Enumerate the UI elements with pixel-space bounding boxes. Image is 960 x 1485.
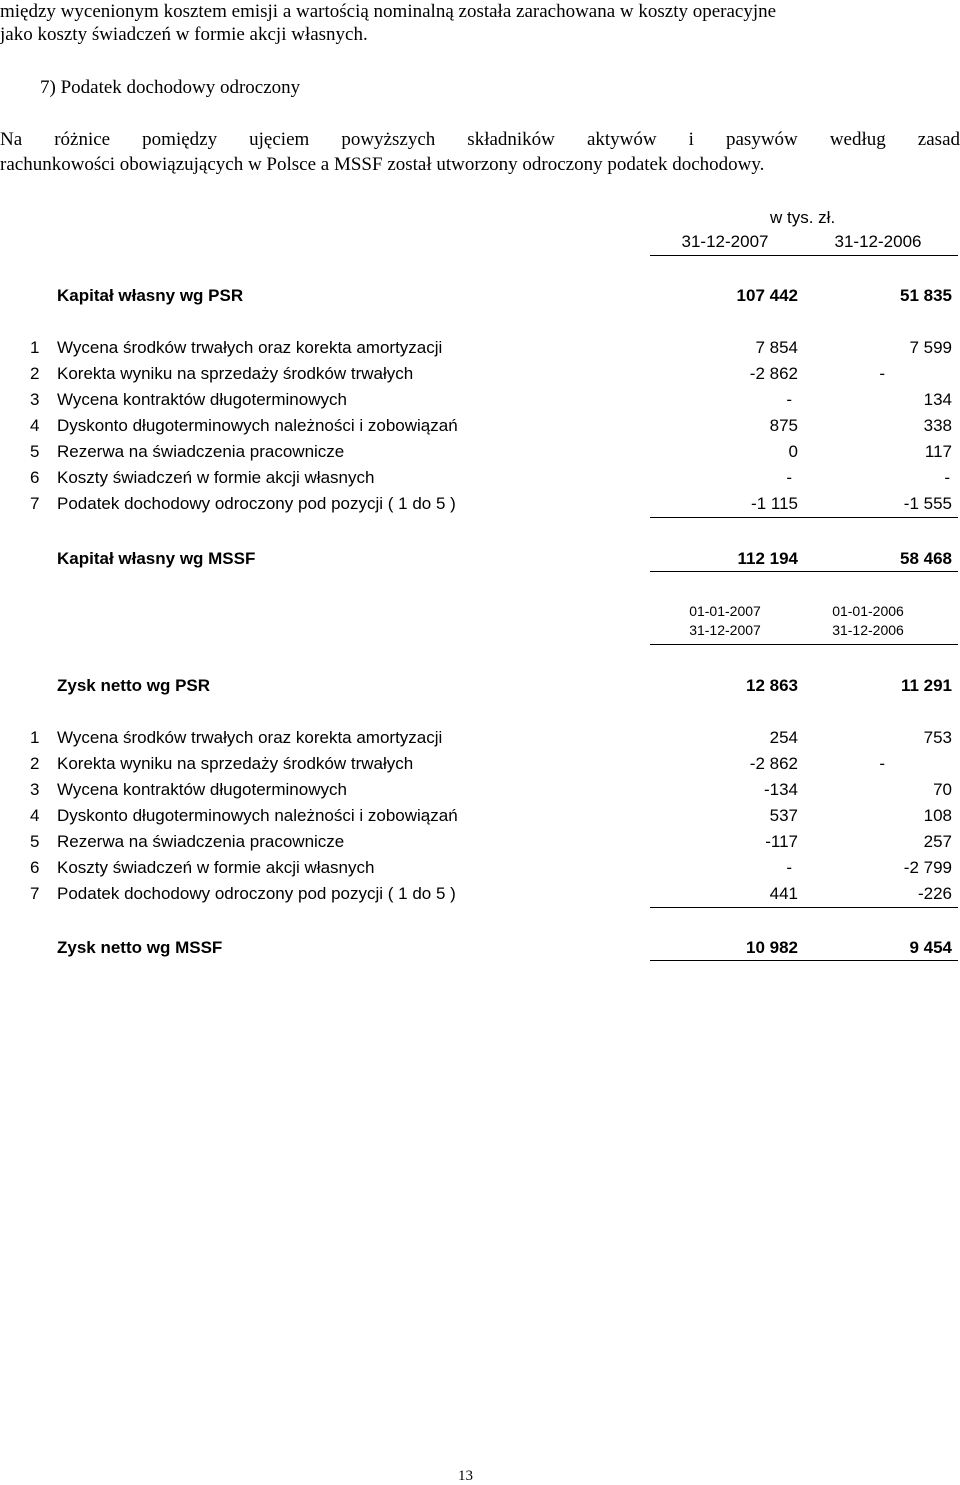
row-value-2007: - xyxy=(786,390,792,409)
row-value-2006: 51 835 xyxy=(900,286,952,305)
table-row xyxy=(0,806,960,828)
table-row xyxy=(0,728,960,750)
table1-total-rule xyxy=(650,571,958,572)
row-label: Dyskonto długoterminowych należności i zobowiązań xyxy=(57,806,458,825)
row-label: Zysk netto wg PSR xyxy=(57,676,211,695)
table-row xyxy=(0,390,960,412)
row-value-2007: -2 862 xyxy=(749,754,798,773)
unit-label: w tys. zł. xyxy=(770,208,836,227)
row-value-2007: 12 863 xyxy=(746,676,798,695)
intro-text xyxy=(0,0,776,46)
row-value-2007: -1 115 xyxy=(751,494,798,513)
table-row xyxy=(0,416,960,438)
row-value-2006: - xyxy=(879,754,885,773)
row-label: Wycena kontraktów długoterminowych xyxy=(57,390,347,409)
row-value-2006: 11 291 xyxy=(900,676,952,695)
table-row xyxy=(0,754,960,776)
row-value-2007: 107 442 xyxy=(736,286,798,305)
table2-header-rule xyxy=(650,644,958,645)
table-row xyxy=(0,338,960,360)
row-value-2006: - xyxy=(944,468,950,487)
row-value-2007: 875 xyxy=(769,416,798,435)
table-row xyxy=(0,442,960,464)
row-number: 3 xyxy=(30,780,40,799)
table-row xyxy=(0,832,960,854)
row-number: 7 xyxy=(30,884,40,903)
row-value-2006: 58 468 xyxy=(900,549,952,568)
row-number: 3 xyxy=(30,390,40,409)
table2-subtotal-rule xyxy=(650,907,958,908)
row-value-2007: -2 862 xyxy=(749,364,798,383)
row-label: Koszty świadczeń w formie akcji własnych xyxy=(57,858,375,877)
row-value-2006: -1 555 xyxy=(903,494,952,513)
intro-line-1: między wycenionym kosztem emisji a wartością nominalną została zarachowana w koszty operacyjne xyxy=(0,1,777,22)
row-value-2007: 112 194 xyxy=(737,549,798,568)
row-number: 1 xyxy=(30,338,40,357)
row-value-2007: 441 xyxy=(769,884,798,903)
table2-col2-header-a: 01-01-2006 xyxy=(832,603,904,619)
row-value-2006: 70 xyxy=(933,780,952,799)
row-number: 7 xyxy=(30,494,40,513)
row-value-2006: 338 xyxy=(923,416,952,435)
table-row xyxy=(0,494,960,516)
row-label: Dyskonto długoterminowych należności i zobowiązań xyxy=(57,416,458,435)
paragraph-line-2: rachunkowości obowiązujących w Polsce a MSSF został utworzony odroczony podatek dochodowy. xyxy=(0,154,765,175)
section-paragraph xyxy=(0,127,960,177)
row-label: Wycena kontraktów długoterminowych xyxy=(57,780,347,799)
row-value-2006: 257 xyxy=(923,832,952,851)
table-row xyxy=(0,884,960,906)
section-heading: 7) Podatek dochodowy odroczony xyxy=(40,77,301,98)
row-value-2007: -117 xyxy=(765,832,798,851)
row-value-2007: - xyxy=(786,858,792,877)
row-value-2007: 537 xyxy=(769,806,798,825)
row-label: Rezerwa na świadczenia pracownicze xyxy=(57,832,345,851)
row-number: 4 xyxy=(30,806,40,825)
row-label: Kapitał własny wg MSSF xyxy=(57,549,256,568)
row-label: Zysk netto wg MSSF xyxy=(57,938,223,957)
row-value-2007: 254 xyxy=(769,728,798,747)
page-number: 13 xyxy=(458,1468,473,1484)
row-value-2006: 7 599 xyxy=(909,338,952,357)
row-label: Podatek dochodowy odroczony pod pozycji ( 1 do 5 ) xyxy=(57,494,456,513)
table1-top-row xyxy=(0,286,960,308)
table1-total-row xyxy=(0,549,960,571)
row-value-2006: -226 xyxy=(917,884,952,903)
row-number: 5 xyxy=(30,442,40,461)
row-number: 2 xyxy=(30,364,40,383)
row-label: Kapitał własny wg PSR xyxy=(57,286,244,305)
table1-col1-header: 31-12-2007 xyxy=(681,232,769,251)
table2-total-row xyxy=(0,938,960,960)
row-value-2007: 0 xyxy=(788,442,798,461)
table2-col2-header-b: 31-12-2006 xyxy=(832,622,904,638)
table1-header-rule xyxy=(650,255,958,256)
row-value-2006: -2 799 xyxy=(903,858,952,877)
row-value-2007: 7 854 xyxy=(755,338,798,357)
row-value-2007: - xyxy=(786,468,792,487)
paragraph-line-1: Na różnice pomiędzy ujęciem powyższych składników aktywów i pasywów według zasad xyxy=(0,129,960,150)
row-label: Korekta wyniku na sprzedaży środków trwałych xyxy=(57,364,414,383)
table2-col1-header-a: 01-01-2007 xyxy=(689,603,761,619)
table-row xyxy=(0,364,960,386)
row-label: Podatek dochodowy odroczony pod pozycji ( 1 do 5 ) xyxy=(57,884,456,903)
table-row xyxy=(0,780,960,802)
table2-col1-header-b: 31-12-2007 xyxy=(689,622,761,638)
row-value-2006: 108 xyxy=(923,806,952,825)
row-value-2006: 117 xyxy=(924,442,952,461)
row-value-2006: 9 454 xyxy=(909,938,952,957)
row-number: 1 xyxy=(30,728,40,747)
table-row xyxy=(0,858,960,880)
row-value-2007: 10 982 xyxy=(746,938,798,957)
row-label: Wycena środków trwałych oraz korekta amortyzacji xyxy=(57,728,443,747)
row-number: 6 xyxy=(30,468,40,487)
row-value-2006: - xyxy=(879,364,885,383)
row-label: Rezerwa na świadczenia pracownicze xyxy=(57,442,345,461)
row-label: Koszty świadczeń w formie akcji własnych xyxy=(57,468,375,487)
table1-subtotal-rule xyxy=(650,517,958,518)
row-value-2007: -134 xyxy=(763,780,798,799)
row-value-2006: 134 xyxy=(923,390,952,409)
intro-line-2: jako koszty świadczeń w formie akcji własnych. xyxy=(0,24,368,45)
table2-top-row xyxy=(0,676,960,698)
table-row xyxy=(0,468,960,490)
row-label: Korekta wyniku na sprzedaży środków trwałych xyxy=(57,754,414,773)
table1-col2-header: 31-12-2006 xyxy=(834,232,922,251)
row-number: 5 xyxy=(30,832,40,851)
row-number: 6 xyxy=(30,858,40,877)
row-number: 2 xyxy=(30,754,40,773)
row-value-2006: 753 xyxy=(923,728,952,747)
table2-total-rule xyxy=(650,960,958,961)
row-number: 4 xyxy=(30,416,40,435)
row-label: Wycena środków trwałych oraz korekta amortyzacji xyxy=(57,338,443,357)
